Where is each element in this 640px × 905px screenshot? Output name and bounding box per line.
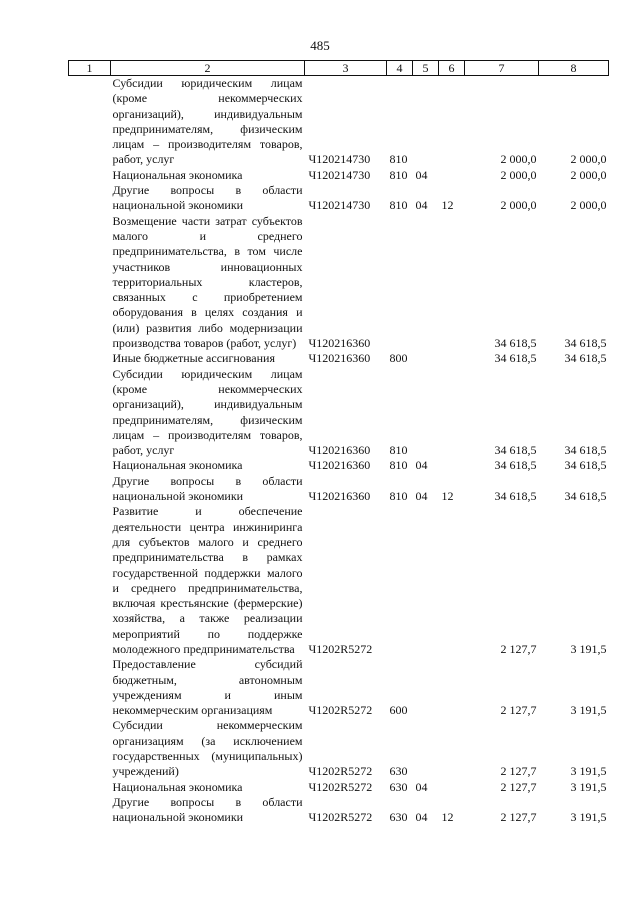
section [413, 718, 439, 779]
subsection [439, 76, 465, 168]
section: 04 [415, 167, 428, 182]
item-name: Иные бюджетные ассигнования [112, 351, 275, 366]
amount-year-2: 3 191,5 [570, 764, 607, 779]
table-row [69, 76, 609, 168]
header-row [69, 61, 609, 76]
row-number [69, 780, 111, 795]
target-code: Ч120216360 [308, 336, 371, 351]
item-name: Субсидии юридическим лицам (кроме некоммерческих организаций), индивидуальным предпринимателям, физическим лицам – производителям товаров, работ, услуг [112, 76, 303, 167]
expense-type: 810 [389, 167, 408, 182]
section [413, 504, 439, 657]
row-number [69, 168, 111, 183]
expense-type: 810 [389, 198, 408, 213]
target-code: Ч1202R5272 [308, 779, 373, 794]
row-number [69, 183, 111, 214]
section [413, 214, 439, 352]
amount-year-1: 34 618,5 [494, 336, 537, 351]
subsection [439, 168, 465, 183]
row-number [69, 76, 111, 168]
target-code: Ч1202R5272 [308, 641, 373, 656]
row-number [69, 474, 111, 505]
row-number [69, 504, 111, 657]
column-header-2: 2 [111, 61, 305, 76]
target-code: Ч1202R5272 [308, 703, 373, 718]
item-name: Предоставление субсидий бюджетным, автономным учреждениям и иным некоммерческим организациям [112, 657, 303, 718]
amount-year-1: 2 000,0 [500, 152, 537, 167]
column-header-8: 8 [539, 61, 609, 76]
amount-year-2: 34 618,5 [564, 489, 607, 504]
table-header [69, 61, 609, 76]
amount-year-1: 34 618,5 [494, 351, 537, 366]
table-row [69, 780, 609, 795]
target-code: Ч120216360 [308, 489, 371, 504]
table-row [69, 474, 609, 505]
section: 04 [415, 198, 428, 213]
target-code: Ч120216360 [308, 458, 371, 473]
subsection: 12 [441, 489, 454, 504]
row-number [69, 795, 111, 826]
section: 04 [415, 489, 428, 504]
section [413, 351, 439, 366]
expense-type: 810 [389, 458, 408, 473]
amount-year-1: 2 127,7 [500, 779, 537, 794]
table-row [69, 795, 609, 826]
section: 04 [415, 458, 428, 473]
amount-year-1: 2 127,7 [500, 703, 537, 718]
expense-type: 810 [389, 489, 408, 504]
expense-type [387, 214, 413, 352]
amount-year-1: 2 000,0 [500, 167, 537, 182]
amount-year-2: 3 191,5 [570, 703, 607, 718]
section: 04 [415, 810, 428, 825]
row-number [69, 367, 111, 459]
expense-type: 800 [389, 351, 408, 366]
item-name: Другие вопросы в области национальной экономики [112, 183, 303, 213]
amount-year-2: 34 618,5 [564, 443, 607, 458]
table-row [69, 458, 609, 473]
amount-year-2: 34 618,5 [564, 351, 607, 366]
item-name: Национальная экономика [112, 167, 243, 182]
subsection [439, 657, 465, 718]
amount-year-1: 2 127,7 [500, 810, 537, 825]
column-header-7: 7 [465, 61, 539, 76]
amount-year-1: 34 618,5 [494, 458, 537, 473]
amount-year-2: 3 191,5 [570, 779, 607, 794]
table-body [69, 76, 609, 826]
amount-year-2: 2 000,0 [570, 152, 607, 167]
subsection: 12 [441, 198, 454, 213]
page-number: 485 [310, 38, 330, 53]
row-number [69, 657, 111, 718]
subsection: 12 [441, 810, 454, 825]
column-header-4: 4 [387, 61, 413, 76]
target-code: Ч1202R5272 [308, 810, 373, 825]
expense-type [387, 504, 413, 657]
subsection [439, 504, 465, 657]
expense-type: 630 [389, 810, 408, 825]
row-number [69, 718, 111, 779]
item-name: Субсидии юридическим лицам (кроме некоммерческих организаций), индивидуальным предпринимателям, физическим лицам – производителям товаров, работ, услуг [112, 366, 303, 458]
expense-type: 810 [389, 443, 408, 458]
table-row [69, 214, 609, 352]
budget-table [68, 60, 609, 826]
column-header-3: 3 [305, 61, 387, 76]
table-row [69, 504, 609, 657]
expense-type: 630 [389, 764, 408, 779]
target-code: Ч120216360 [308, 351, 371, 366]
amount-year-2: 2 000,0 [570, 167, 607, 182]
item-name: Национальная экономика [112, 458, 243, 473]
subsection [439, 780, 465, 795]
subsection [439, 214, 465, 352]
item-name: Возмещение части затрат субъектов малого и среднего предпринимательства, в том числе участников инновационных территориальных кластеров, связанных с приобретением оборудования в целях создания и (или) развития либо модернизации производства товаров (работ, услуг) [112, 213, 303, 351]
amount-year-1: 2 000,0 [500, 198, 537, 213]
amount-year-2: 3 191,5 [570, 641, 607, 656]
section [413, 657, 439, 718]
amount-year-1: 2 127,7 [500, 764, 537, 779]
amount-year-2: 34 618,5 [564, 458, 607, 473]
item-name: Субсидии некоммерческим организациям (за исключением государственных (муниципальных) учреждений) [112, 718, 303, 779]
item-name: Развитие и обеспечение деятельности центра инжиниринга для субъектов малого и среднего предпринимательства в рамках государственной поддержки малого и среднего предпринимательства, включая крестьянские (фермерские) хозяйства, а также реализации мероприятий по поддержке молодежного предпринимательства [112, 504, 303, 656]
amount-year-2: 3 191,5 [570, 810, 607, 825]
amount-year-2: 34 618,5 [564, 336, 607, 351]
table-row [69, 183, 609, 214]
amount-year-1: 34 618,5 [494, 443, 537, 458]
column-header-5: 5 [413, 61, 439, 76]
target-code: Ч120216360 [308, 443, 371, 458]
amount-year-1: 2 127,7 [500, 641, 537, 656]
expense-type: 600 [389, 703, 408, 718]
amount-year-2: 2 000,0 [570, 198, 607, 213]
subsection [439, 351, 465, 366]
row-number [69, 351, 111, 366]
target-code: Ч1202R5272 [308, 764, 373, 779]
section [413, 76, 439, 168]
section: 04 [415, 779, 428, 794]
section [413, 367, 439, 459]
expense-type: 810 [389, 152, 408, 167]
row-number [69, 214, 111, 352]
subsection [439, 367, 465, 459]
subsection [439, 458, 465, 473]
amount-year-1: 34 618,5 [494, 489, 537, 504]
expense-type: 630 [389, 779, 408, 794]
table-row [69, 367, 609, 459]
target-code: Ч120214730 [308, 152, 371, 167]
table-row [69, 657, 609, 718]
table-row [69, 168, 609, 183]
item-name: Другие вопросы в области национальной экономики [112, 794, 303, 825]
target-code: Ч120214730 [308, 198, 371, 213]
subsection [439, 718, 465, 779]
item-name: Другие вопросы в области национальной экономики [112, 473, 303, 504]
item-name: Национальная экономика [112, 779, 243, 794]
row-number [69, 458, 111, 473]
table-row [69, 351, 609, 366]
target-code: Ч120214730 [308, 167, 371, 182]
column-header-6: 6 [439, 61, 465, 76]
table-row [69, 718, 609, 779]
column-header-1: 1 [69, 61, 111, 76]
